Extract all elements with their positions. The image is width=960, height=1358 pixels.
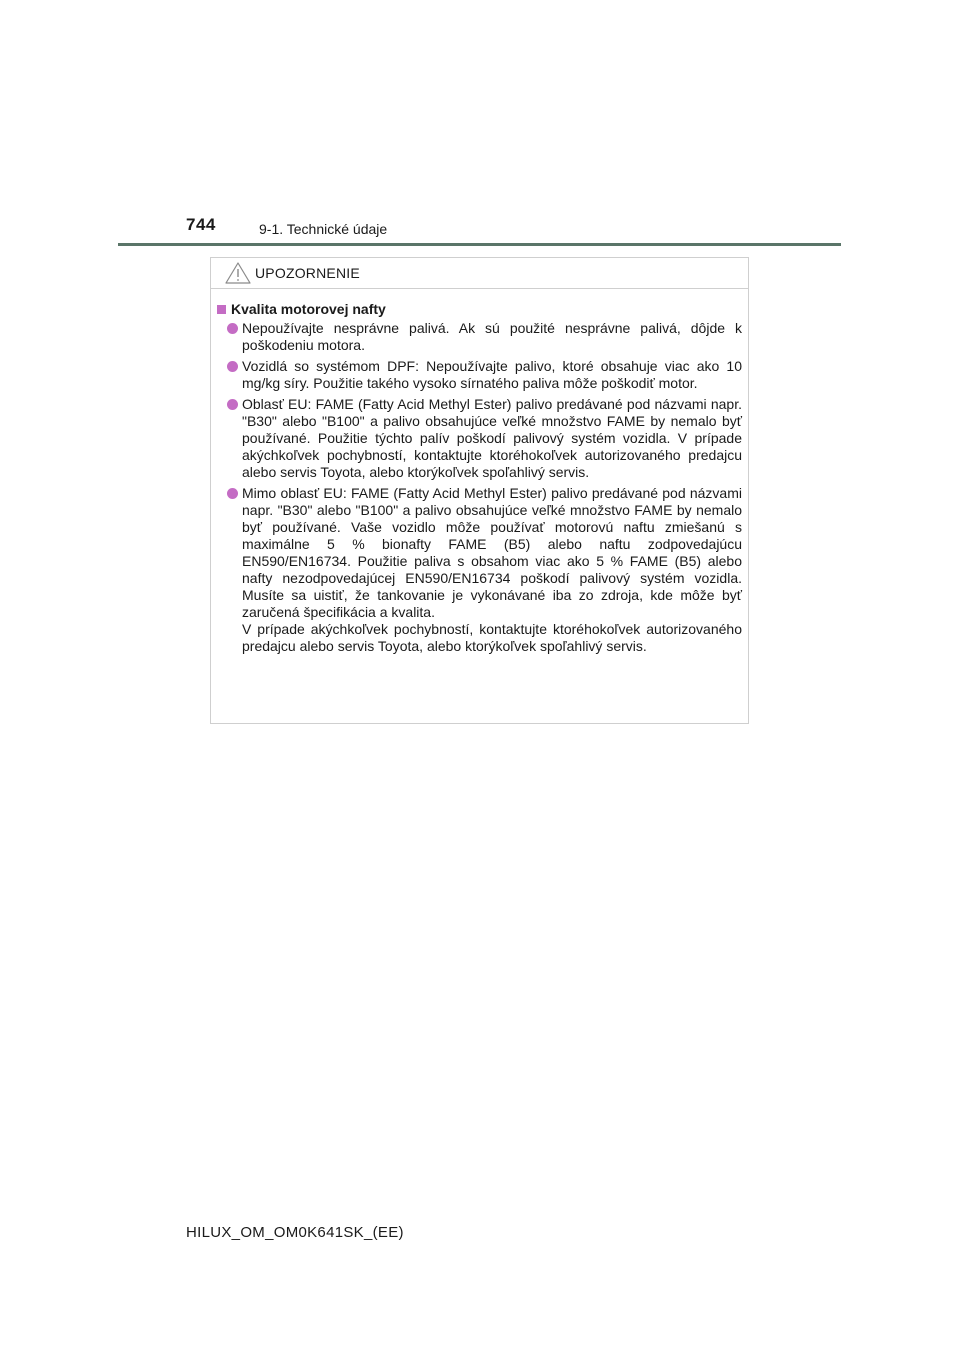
warning-body [211, 289, 748, 655]
header-divider [118, 243, 841, 246]
warning-box [210, 257, 749, 724]
list-item-text: Mimo oblasť EU: FAME (Fatty Acid Methyl Ester) palivo predávané pod názvami napr. "B30" alebo "B100" a palivo obsahujúce veľké množstvo FAME by nemalo byť používané. Vaše vozidlo môže používať motorovú naftu zmiešanú s maximálne 5 % bionafty FAME (B5) alebo naftu zodpovedajúcu EN590/EN16734. Použitie paliva s obsahom viac ako 5 % FAME (B5) alebo nafty nezodpovedajúcej EN590/EN16734 poškodí palivový systém vozidla. Musíte sa uistiť, že tankovanie je vykonávané iba zo zdroja, kde môže byť zaručená špecifikácia a kvalita. [242, 485, 742, 620]
warning-header [211, 258, 748, 289]
warning-title: UPOZORNENIE [255, 265, 360, 281]
list-item-text: Nepoužívajte nesprávne palivá. Ak sú použité nesprávne palivá, dôjde k poškodeniu motora. [242, 320, 742, 353]
list-item [217, 358, 742, 392]
section-title: 9-1. Technické údaje [259, 221, 388, 237]
list-item [217, 485, 742, 655]
page-number: 744 [186, 215, 216, 234]
subheading [217, 301, 742, 317]
list-item [217, 396, 742, 481]
bullet-dot-icon [227, 323, 238, 334]
square-bullet-icon [217, 305, 226, 314]
subheading-text: Kvalita motorovej nafty [231, 301, 386, 317]
list-item-text: Oblasť EU: FAME (Fatty Acid Methyl Ester) palivo predávané pod názvami napr. "B30" alebo "B100" a palivo obsahujúce veľké množstvo FAME by nemalo byť používané. Použitie týchto palív poškodí palivový systém vozidla. V prípade akýchkoľvek pochybností, kontaktujte ktoréhokoľvek autorizovaného predajcu alebo servis Toyota, alebo ktorýkoľvek spoľahlivý servis. [242, 396, 742, 480]
document-code: HILUX_OM_OM0K641SK_(EE) [186, 1224, 404, 1241]
bullet-dot-icon [227, 361, 238, 372]
list-item [217, 320, 742, 354]
bullet-dot-icon [227, 399, 238, 410]
warning-triangle-icon [225, 262, 251, 284]
bullet-dot-icon [227, 488, 238, 499]
list-item-text: Vozidlá so systémom DPF: Nepoužívajte palivo, ktoré obsahuje viac ako 10 mg/kg síry. Použitie takého vysoko sírnatého paliva môže poškodiť motor. [242, 358, 742, 391]
list-item-continuation: V prípade akýchkoľvek pochybností, kontaktujte ktoréhokoľvek autorizovaného predajcu alebo servis Toyota, alebo ktorýkoľvek spoľahlivý servis. [242, 621, 742, 654]
